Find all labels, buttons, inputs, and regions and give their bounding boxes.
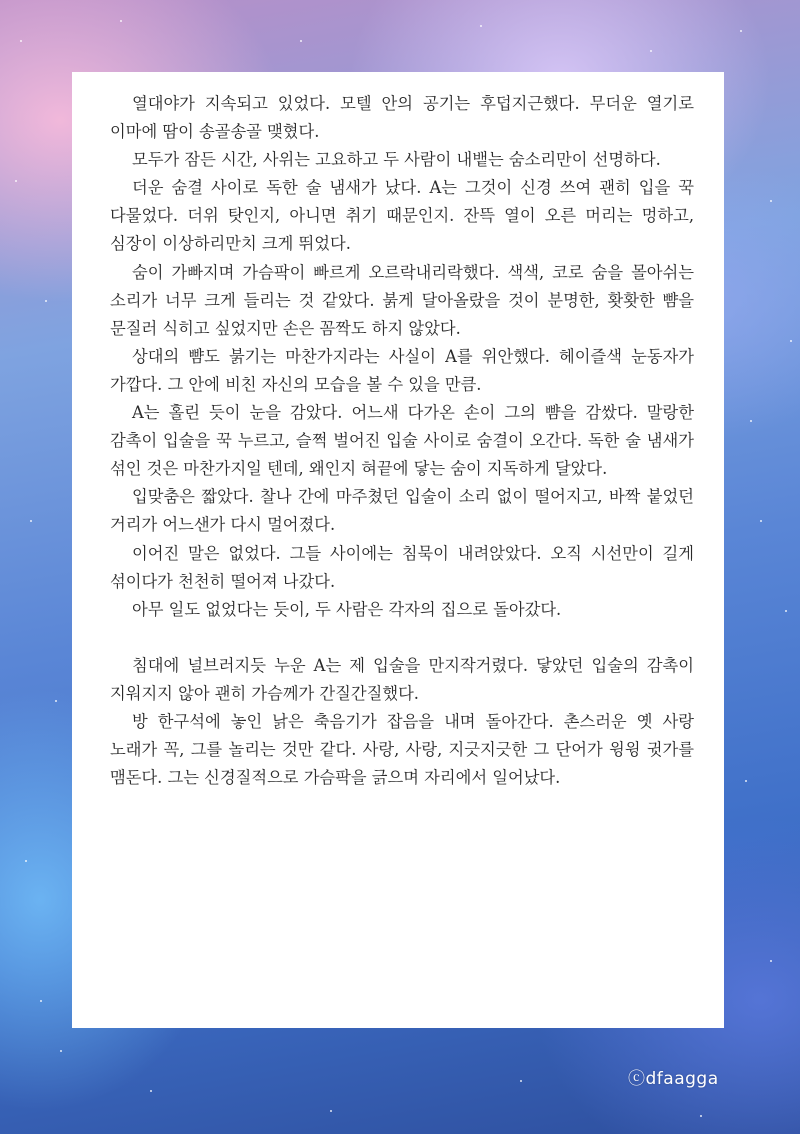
sparkle bbox=[770, 200, 772, 202]
sparkle bbox=[750, 420, 752, 422]
sparkle bbox=[745, 780, 747, 782]
sparkle bbox=[790, 340, 792, 342]
sparkle bbox=[330, 1110, 332, 1112]
paragraph-2: 모두가 잠든 시간, 사위는 고요하고 두 사람이 내뱉는 숨소리만이 선명하다. bbox=[132, 150, 661, 170]
sparkle bbox=[25, 860, 27, 862]
sparkle bbox=[785, 610, 787, 612]
sparkle bbox=[55, 700, 57, 702]
paragraph-6: A는 홀린 듯이 눈을 감았다. 어느새 다가온 손이 그의 뺨을 감쌌다. 말랑한 감촉이 입술을 꾹 누르고, 슬쩍 벌어진 입술 사이로 숨결이 오간다. 독한 술 냄새가 섞인 것은 마찬가지일 텐데, 왜인지 혀끝에 닿는 숨이 지독하게 달았다. bbox=[110, 403, 694, 479]
sparkle bbox=[120, 20, 122, 22]
paragraph-3: 더운 숨결 사이로 독한 술 냄새가 났다. A는 그것이 신경 쓰여 괜히 입을 꾹 다물었다. 더위 탓인지, 아니면 취기 때문인지. 잔뜩 열이 오른 머리는 멍하고, 심장이 이상하리만치 크게 뛰었다. bbox=[110, 178, 694, 254]
sparkle bbox=[740, 30, 742, 32]
paragraph-7: 입맞춤은 짧았다. 찰나 간에 마주쳤던 입술이 소리 없이 떨어지고, 바짝 붙었던 거리가 어느샌가 다시 멀어졌다. bbox=[110, 487, 694, 535]
section-break bbox=[110, 624, 694, 652]
text-panel bbox=[72, 72, 724, 1028]
paragraph-10: 침대에 널브러지듯 누운 A는 제 입술을 만지작거렸다. 닿았던 입술의 감촉이 지워지지 않아 괜히 가슴께가 간질간질했다. bbox=[110, 655, 694, 703]
sparkle bbox=[40, 1000, 42, 1002]
sparkle bbox=[30, 520, 32, 522]
paragraph-1: 열대야가 지속되고 있었다. 모텔 안의 공기는 후덥지근했다. 무더운 열기로 이마에 땀이 송골송골 맺혔다. bbox=[110, 94, 694, 142]
paragraph-4: 숨이 가빠지며 가슴팍이 빠르게 오르락내리락했다. 색색, 코로 숨을 몰아쉬는 소리가 너무 크게 들리는 것 같았다. 붉게 달아올랐을 것이 분명한, 홧홧한 뺨을 문질러 식히고 싶었지만 손은 꼼짝도 하지 않았다. bbox=[110, 262, 694, 338]
sparkle bbox=[20, 40, 22, 42]
paragraph-5: 상대의 뺨도 붉기는 마찬가지라는 사실이 A를 위안했다. 헤이즐색 눈동자가 가깝다. 그 안에 비친 자신의 모습을 볼 수 있을 만큼. bbox=[110, 346, 694, 394]
sparkle bbox=[650, 50, 652, 52]
sparkle bbox=[480, 25, 482, 27]
sparkle bbox=[60, 1050, 62, 1052]
sparkle bbox=[45, 300, 47, 302]
sparkle bbox=[770, 960, 772, 962]
paragraph-9: 아무 일도 없었다는 듯이, 두 사람은 각자의 집으로 돌아갔다. bbox=[132, 599, 562, 619]
sparkle bbox=[520, 1080, 522, 1082]
sparkle bbox=[760, 520, 762, 522]
paragraph-8: 이어진 말은 없었다. 그들 사이에는 침묵이 내려앉았다. 오직 시선만이 길게 섞이다가 천천히 떨어져 나갔다. bbox=[110, 543, 694, 591]
sparkle bbox=[150, 1090, 152, 1092]
paragraph-11: 방 한구석에 놓인 낡은 축음기가 잡음을 내며 돌아간다. 촌스러운 옛 사랑 노래가 꼭, 그를 놀리는 것만 같다. 사랑, 사랑, 지긋지긋한 그 단어가 윙윙 귓가를 맴돈다. 그는 신경질적으로 가슴팍을 긁으며 자리에서 일어났다. bbox=[110, 711, 694, 788]
sparkle bbox=[700, 1115, 702, 1117]
copyright-watermark: ⓒdfaagga bbox=[628, 1069, 719, 1089]
sparkle bbox=[300, 40, 302, 42]
sparkle bbox=[15, 180, 17, 182]
